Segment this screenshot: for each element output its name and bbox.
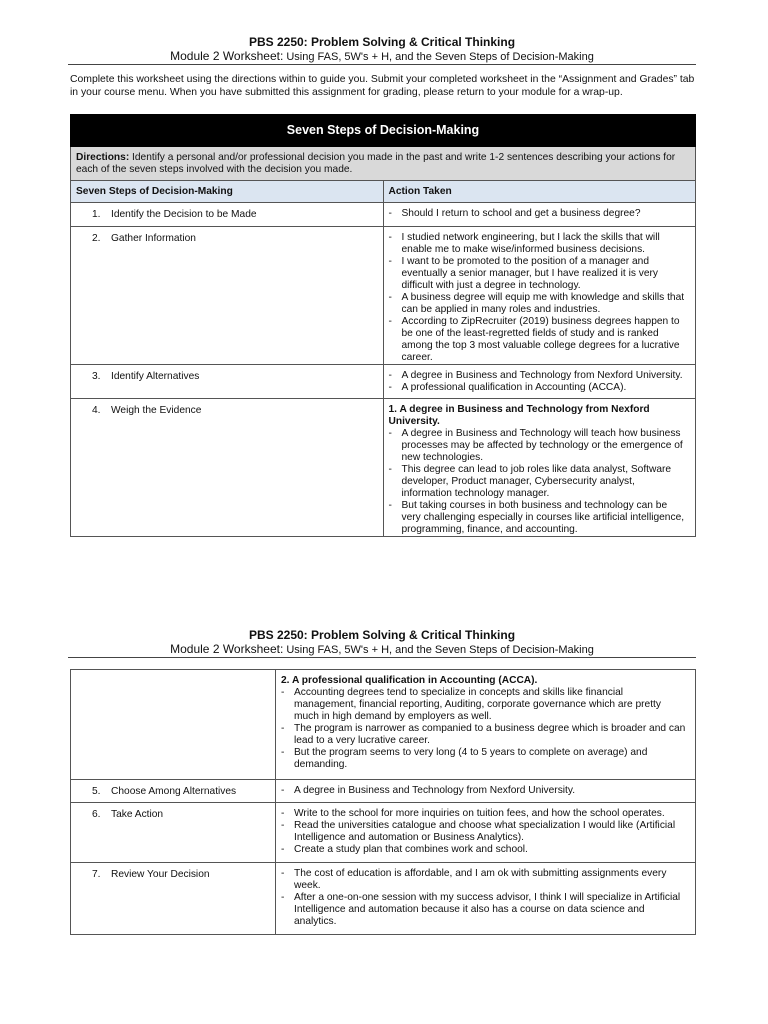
list-item: - Write to the school for more inquiries on tuition fees, and how the school operates. <box>281 808 665 819</box>
list-item: - But taking courses in both business and technology can be very challenging especially in courses like artificial intelligence, programming, finance, and accounting. <box>388 500 685 535</box>
col-header-action: Action Taken <box>383 181 696 203</box>
action-cell <box>384 227 696 364</box>
module-lead: Module 2 Worksheet: <box>170 642 284 656</box>
page2-header <box>68 628 696 657</box>
list-item: - Should I return to school and get a business degree? <box>388 208 641 219</box>
list-item: - After a one-on-one session with my success advisor, I think I will specialize in Artificial Intelligence and automation because it also has a course on data science and analytics. <box>281 892 681 927</box>
action-cell <box>384 203 696 220</box>
module-subtitle <box>68 642 696 657</box>
alternative-heading: 1. A degree in Business and Technology from Nexford University. <box>388 404 650 427</box>
list-item: - A degree in Business and Technology from Nexford University. <box>388 370 683 381</box>
table-row <box>71 803 696 863</box>
list-item: - The program is narrower as companied to a business degree which is broader and can lead to a very lucrative career. <box>281 723 686 746</box>
directions-text: Identify a personal and/or professional decision you made in the past and write 1-2 sentences describing your actions for each of the seven steps involved with the decision you made. <box>76 152 676 175</box>
list-item: - Read the universities catalogue and choose what specialization I would like (Artificial Intelligence and automation or Business Analytics). <box>281 820 676 843</box>
list-item: - Create a study plan that combines work and school. <box>281 844 528 855</box>
list-item: - I studied network engineering, but I lack the skills that will enable me to make wise/informed business decisions. <box>388 232 660 255</box>
list-item: - A business degree will equip me with knowledge and skills that can be applied in many roles and industries. <box>388 292 685 315</box>
list-item: - This degree can lead to job roles like data analyst, Software developer, Product manager, Cybersecurity analyst, information technology manager. <box>388 464 672 499</box>
action-cell <box>384 399 696 536</box>
table-row <box>71 670 696 780</box>
action-cell <box>276 803 695 856</box>
module-subtitle-text: Using FAS, 5W's + H, and the Seven Steps of Decision-Making <box>283 644 594 656</box>
step-label: 7. Review Your Decision <box>92 869 210 880</box>
decision-table-page2 <box>70 669 696 935</box>
step-label: 6. Take Action <box>92 809 164 820</box>
page1-header <box>68 35 696 64</box>
action-cell <box>384 365 696 394</box>
decision-table-page1 <box>70 114 696 537</box>
step-label: 1. Identify the Decision to be Made <box>92 209 257 220</box>
directions-label: Directions: <box>76 152 130 163</box>
list-item: - I want to be promoted to the position of a manager and eventually a senior manager, but I have realized it is very difficult with just a degree in technology. <box>388 256 659 291</box>
list-item: - A professional qualification in Accounting (ACCA). <box>388 382 627 393</box>
module-subtitle <box>68 49 696 64</box>
module-lead: Module 2 Worksheet: <box>170 49 284 63</box>
action-cell <box>276 863 695 928</box>
list-item: - Accounting degrees tend to specialize in concepts and skills like financial management, financial reporting, Auditing, corporate governance which are pretty much in high demand by employers as well. <box>281 687 661 722</box>
col-header-steps: Seven Steps of Decision-Making <box>71 181 384 203</box>
course-title: PBS 2250: Problem Solving & Critical Thinking <box>248 628 516 642</box>
intro-text: Complete this worksheet using the directions within to guide you. Submit your completed worksheet in the “Assignment and Grades” tab in your course menu. When you have submitted this assignment for grading, please return to your module for a wrap-up. <box>70 74 695 98</box>
list-item: - A degree in Business and Technology from Nexford University. <box>281 785 576 796</box>
step-label: 3. Identify Alternatives <box>92 371 200 382</box>
list-item: - The cost of education is affordable, and I am ok with submitting assignments every week. <box>281 868 667 891</box>
table-title: Seven Steps of Decision-Making <box>71 115 696 147</box>
step-label: 4. Weigh the Evidence <box>92 405 202 416</box>
course-title: PBS 2250: Problem Solving & Critical Thinking <box>248 35 516 49</box>
list-item: - But the program seems to very long (4 to 5 years to complete on average) and demanding. <box>281 747 648 770</box>
table-row <box>71 780 696 803</box>
table-row <box>71 227 696 365</box>
directions <box>71 147 696 181</box>
action-cell <box>276 780 695 797</box>
table-row <box>71 399 696 537</box>
alternative-heading: 2. A professional qualification in Accounting (ACCA). <box>281 675 538 686</box>
step-label: 2. Gather Information <box>92 233 196 244</box>
list-item: - A degree in Business and Technology will teach how business processes may be affected by technology or the emergence of new technologies. <box>388 428 683 463</box>
list-item: - According to ZipRecruiter (2019) business degrees happen to be one of the least-regretted fields of study and is ranked among the top 3 most valuable college degrees for a lucrative career. <box>388 316 680 363</box>
header-divider <box>68 657 696 658</box>
table-row <box>71 365 696 399</box>
module-subtitle-text: Using FAS, 5W's + H, and the Seven Steps of Decision-Making <box>283 51 594 63</box>
action-cell <box>276 670 695 771</box>
table-row <box>71 863 696 935</box>
table-row <box>71 203 696 227</box>
step-label: 5. Choose Among Alternatives <box>92 786 237 797</box>
header-divider <box>68 64 696 65</box>
